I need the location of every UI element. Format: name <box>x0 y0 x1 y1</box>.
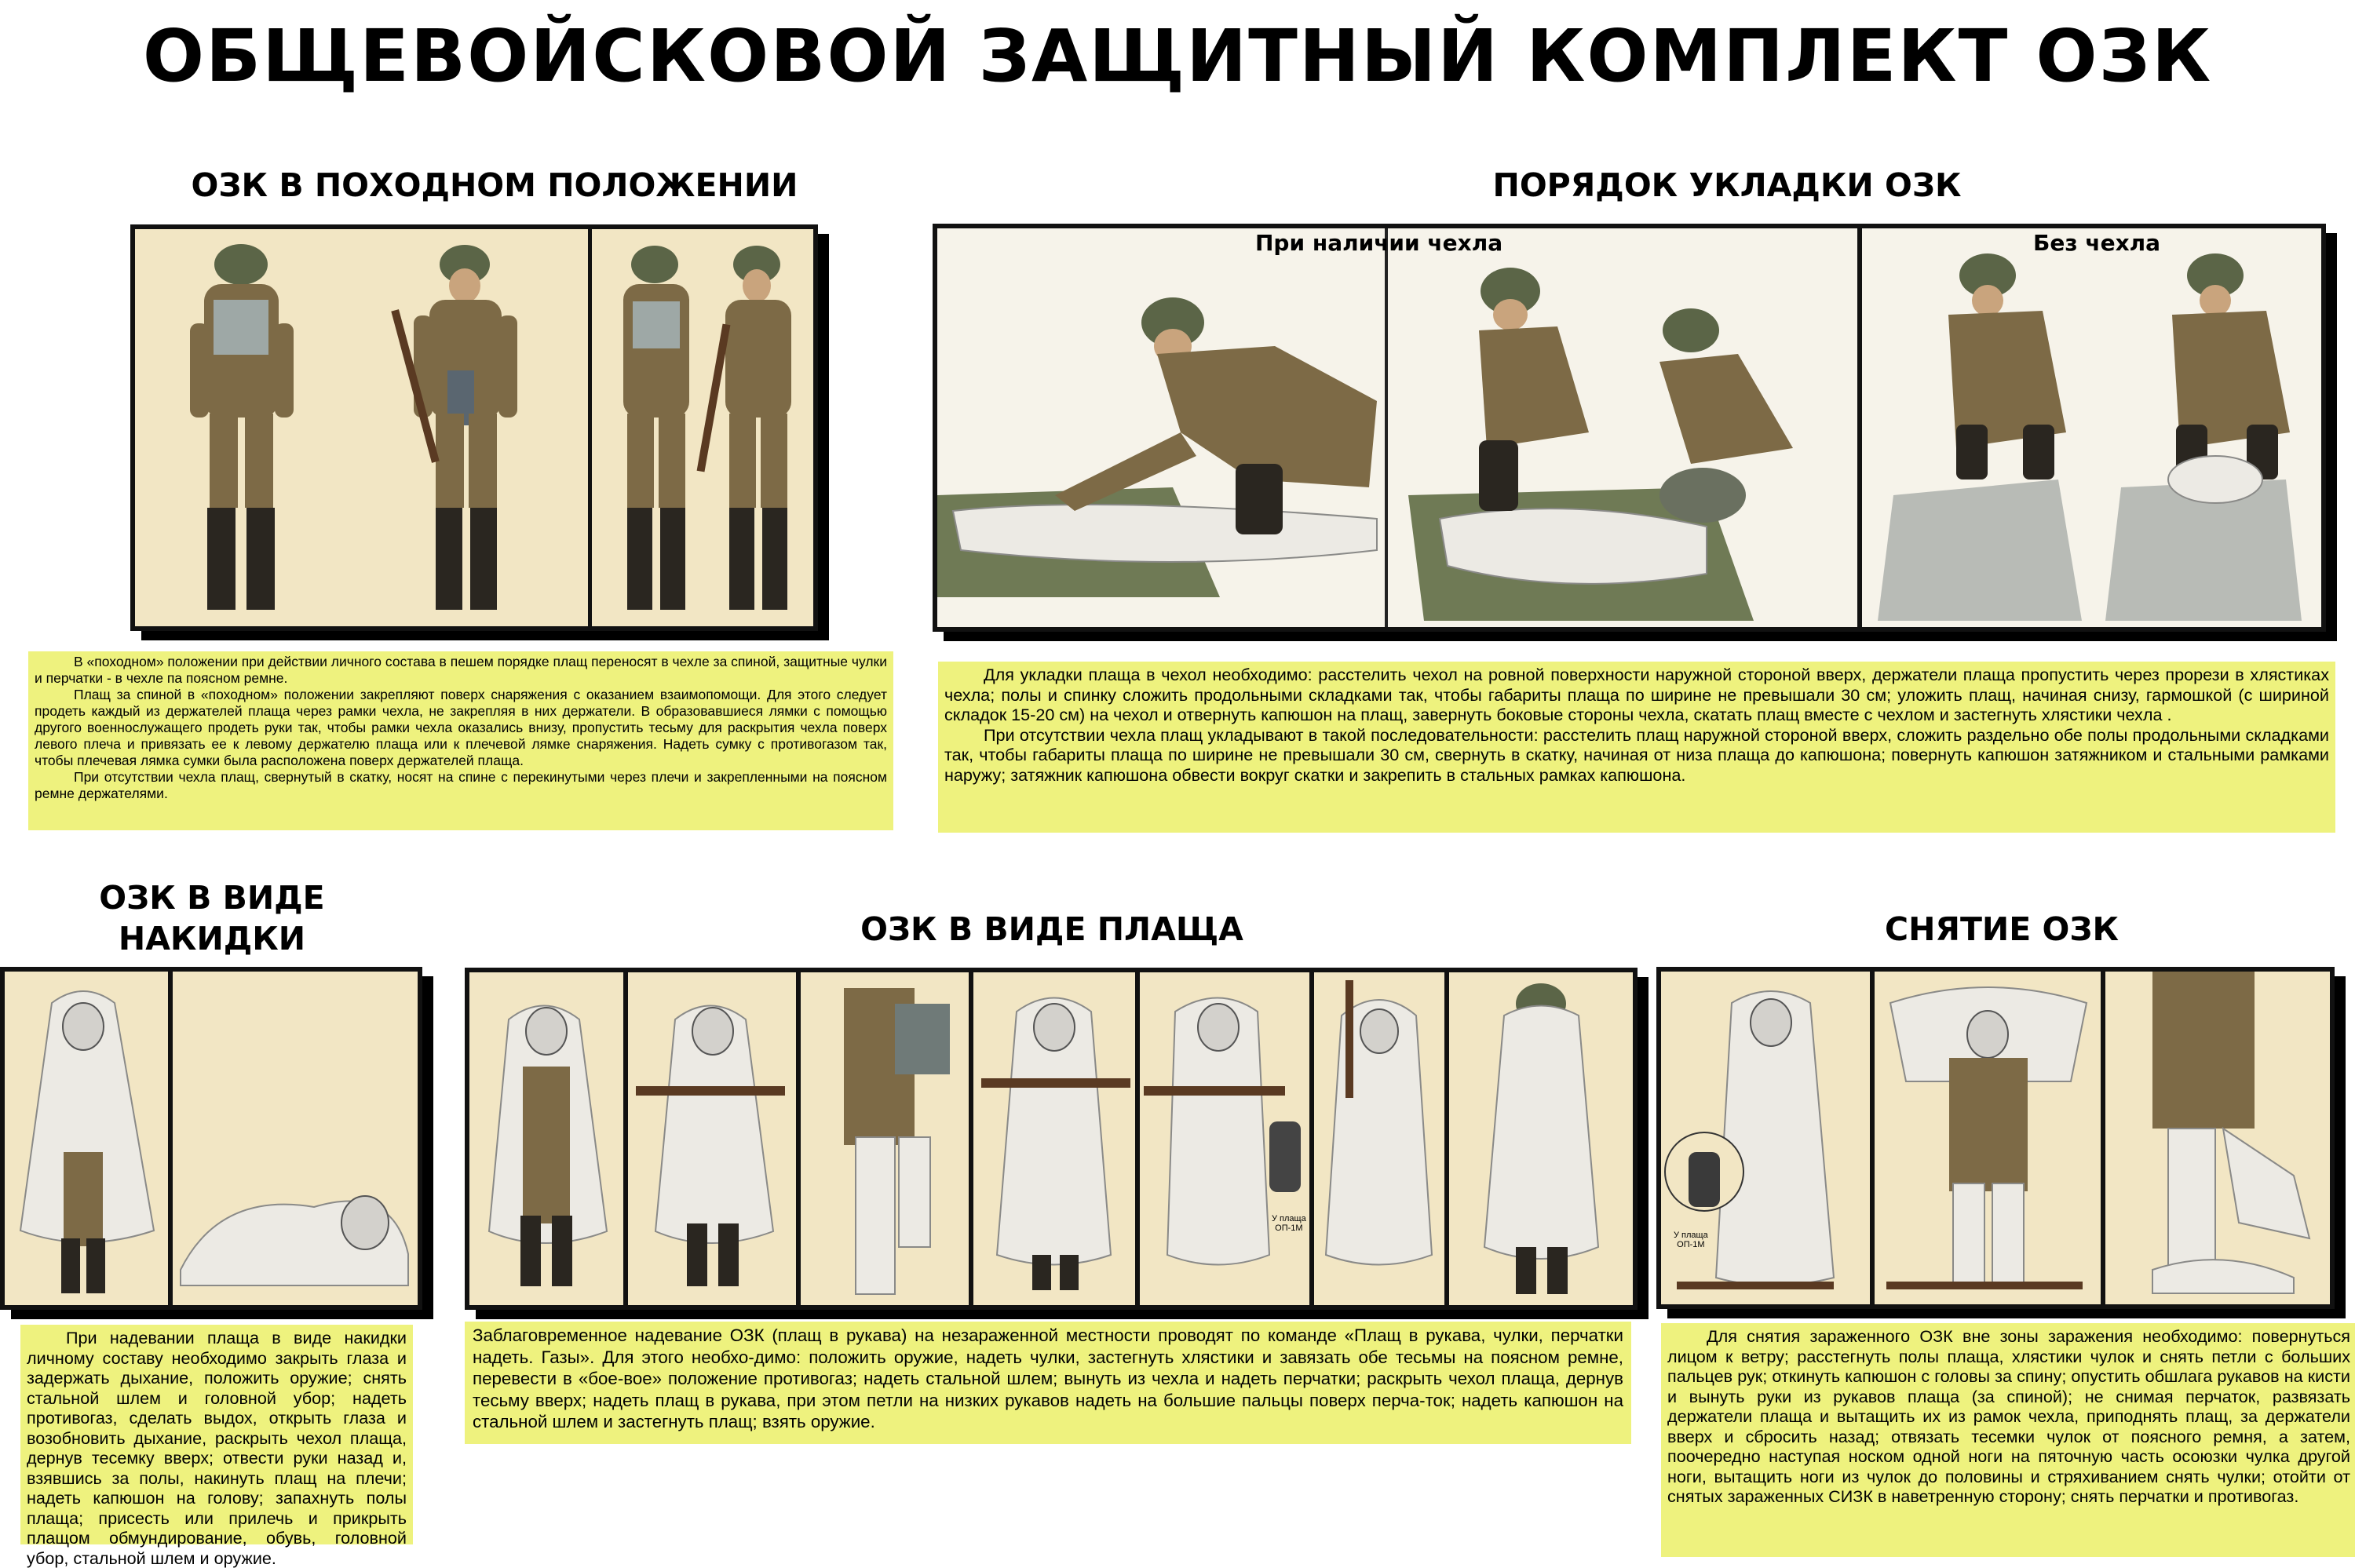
cape-paragraph: При надевании плаща в виде накидки личному составу необходимо закрыть глаза и задержать дыхание, положить оружие; снять стальной шлем и головной убор; надеть противогаз, сделать выдох, открыть глаза и возобновить дыхание, раскрыть чехол плаща, дернув тесемку вверх; отвести руки назад и, взявшись за полы, накинуть плащ на плечи; надеть капюшон на голову; запахнуть полы плаща; присесть или прилечь и прикрыть плащом обмундирование, обувь, головной убор, стальной шлем и оружие. <box>27 1328 407 1568</box>
heading-cape <box>24 877 400 959</box>
packing-without-cover-illustration <box>1862 228 2321 627</box>
removal-paragraph: Для снятия зараженного ОЗК вне зоны заражения необходимо: повернуться лицом к ветру; расстегнуть полы плаща, хлястики чулок и снять петли с больших пальцев рук; откинуть капюшон с головы за спину; опустить обшлага рукавов на кисти и вынуть руки из рукавов плаща (за спиной); не снимая перчаток, развязать держатели плаща и вытащить их из рамок чехла, приподнять плащ, за держатели вверх и сбросить назад; отвязать тесемки чулок от поясного ремня, а затем, поочередно наступая носком одной ноги на пяточную часть осоюзки чулка другой ноги, вытащить ноги из чулок до половины и стряхиванием снять чулки; отойти от снятых зараженных СИЗК в наветренную сторону; снять перчатки и противогаз. <box>1667 1326 2350 1506</box>
coat-step-3-illustration <box>801 972 969 1305</box>
march-illustration-strip <box>130 224 818 631</box>
removal-panel-1 <box>1661 972 1870 1304</box>
removal-step-2-illustration <box>1875 972 2101 1304</box>
removal-step-1-illustration <box>1661 972 1870 1304</box>
poster-title: ОБЩЕВОЙСКОВОЙ ЗАЩИТНЫЙ КОМПЛЕКТ ОЗК <box>142 14 2213 98</box>
coat-glove-label <box>1272 1214 1306 1233</box>
heading-cape-line-1: ОЗК В ВИДЕ <box>99 879 325 917</box>
coat-panel-5 <box>1140 972 1309 1305</box>
coat-panel-4 <box>973 972 1135 1305</box>
coat-step-1-illustration <box>469 972 623 1305</box>
packing-with-cover-illustration <box>937 228 1857 627</box>
packing-paragraph: При отсутствии чехла плащ укладывают в такой последовательности: расстелить плащ наружной стороной вверх, сложить раздельно обе полы продольными складками так, чтобы габариты плаща по ширине не превышали 30 см, свернуть в скатку, начиная от низа плаща до капюшона; повернуть капюшон затяжником и стальными рамками наружу; затяжник капюшона обвести вокруг скатки и закрепить в стальных рамках капюшона. <box>944 724 2329 785</box>
removal-glove-label-line-1: У плаща <box>1674 1231 1708 1240</box>
cape-lying-illustration <box>173 972 418 1305</box>
cape-panel-standing <box>5 972 168 1305</box>
heading-removal: СНЯТИЕ ОЗК <box>1884 910 2120 948</box>
coat-step-6-illustration <box>1314 972 1444 1305</box>
removal-step-3-illustration <box>2105 972 2330 1304</box>
packing-text-box <box>938 662 2335 833</box>
heading-coat: ОЗК В ВИДЕ ПЛАЩА <box>860 910 1243 948</box>
coat-panel-6 <box>1314 972 1444 1305</box>
march-panel-front-back-2 <box>592 229 813 626</box>
cape-standing-illustration <box>5 972 168 1305</box>
removal-panel-3 <box>2105 972 2330 1304</box>
coat-panel-2 <box>628 972 796 1305</box>
coat-step-5-illustration <box>1140 972 1309 1305</box>
removal-panel-2 <box>1875 972 2101 1304</box>
packing-panel-with-cover <box>937 228 1857 627</box>
cape-illustration-strip <box>0 967 422 1310</box>
caption-without-cover: Без чехла <box>2033 230 2161 256</box>
coat-panel-1 <box>469 972 623 1305</box>
removal-glove-label-line-2: ОП-1М <box>1677 1240 1705 1249</box>
packing-illustration-strip <box>933 224 2326 632</box>
removal-text-box <box>1661 1323 2355 1557</box>
removal-illustration-strip <box>1656 967 2335 1309</box>
coat-illustration-strip <box>465 968 1638 1310</box>
coat-text-box <box>465 1322 1631 1444</box>
march-text-box <box>28 651 893 830</box>
cape-text-box <box>20 1325 413 1568</box>
caption-with-cover: При наличии чехла <box>1255 230 1503 256</box>
coat-step-4-illustration <box>973 972 1135 1305</box>
march-paragraph: В «походном» положении при действии личного состава в пешем порядке плащ переносят в чехле за спиной, защитные чулки и перчатки - в чехле па поясном ремне. <box>35 654 887 686</box>
cape-panel-lying <box>173 972 418 1305</box>
heading-packing-order: ПОРЯДОК УКЛАДКИ ОЗК <box>1492 166 1962 204</box>
march-panel-front-back-1 <box>135 229 588 626</box>
soldiers-march-illustration-2 <box>592 229 813 626</box>
packing-panel-without-cover <box>1862 228 2321 627</box>
heading-cape-line-2: НАКИДКИ <box>118 920 306 957</box>
heading-march-position: ОЗК В ПОХОДНОМ ПОЛОЖЕНИИ <box>191 166 798 204</box>
packing-paragraph: Для укладки плаща в чехол необходимо: расстелить чехол на ровной поверхности наружной стороной вверх, держатели плаща пропустить через прорези в хлястиках чехла; полы и спинку сложить продольными складками так, чтобы габариты плаща по ширине не превышали 30 см; уложить плащ, начиная снизу, гармошкой (с шириной складок 15-20 см) на чехол и отвернуть капюшон на плащ, завернуть боковые стороны чехла, скатать плащ вместе с чехлом и застегнуть хлястики чехла . <box>944 665 2329 724</box>
coat-paragraph: Заблаговременное надевание ОЗК (плащ в рукава) на незараженной местности проводят по команде «Плащ в рукава, чулки, перчатки надеть. Газы». Для этого необхо-димо: положить оружие, надеть чулки, застегнуть хлястики и завязать обе тесьмы на поясном ремне, перевести в «бое-вое» положение противогаз; надеть стальной шлем; вынуть из чехла и надеть перчатки; раскрыть чехол плаща, дернув тесьму вверх; надеть плащ в рукава, при этом петли на низких рукавов надеть на большие пальцы поверх перча-ток; надеть капюшон на стальной шлем и застегнуть плащ; взять оружие. <box>473 1326 1623 1431</box>
coat-panel-3 <box>801 972 969 1305</box>
removal-glove-label <box>1674 1231 1708 1249</box>
march-paragraph: При отсутствии чехла плащ, свернутый в скатку, носят на спине с перекинутыми через плечи и закрепленными на поясном ремне держателями. <box>35 769 887 801</box>
coat-panel-7 <box>1449 972 1633 1305</box>
march-paragraph: Плащ за спиной в «походном» положении закрепляют поверх снаряжения с оказанием взаимопомощи. Для этого следует продеть каждый из держателей плаща через рамки чехла, не закрепляя в них держатели. В образовавшиеся лямки с помощью другого военнослужащего продеть руки так, чтобы рамки чехла оказались внизу, пропустить тесьму для раскрытия чехла поверх левого плеча и привязать ее к левому держателю плаща или к плечевой лямке снаряжения. Надеть сумку с противогазом так, чтобы плечевая лямка сумки была расположена поверх держателей плаща. <box>35 687 887 768</box>
soldiers-march-illustration-1 <box>135 229 588 626</box>
coat-glove-label-line-1: У плаща <box>1272 1214 1306 1223</box>
coat-step-7-illustration <box>1449 972 1633 1305</box>
coat-glove-label-line-2: ОП-1М <box>1275 1223 1303 1233</box>
coat-step-2-illustration <box>628 972 796 1305</box>
